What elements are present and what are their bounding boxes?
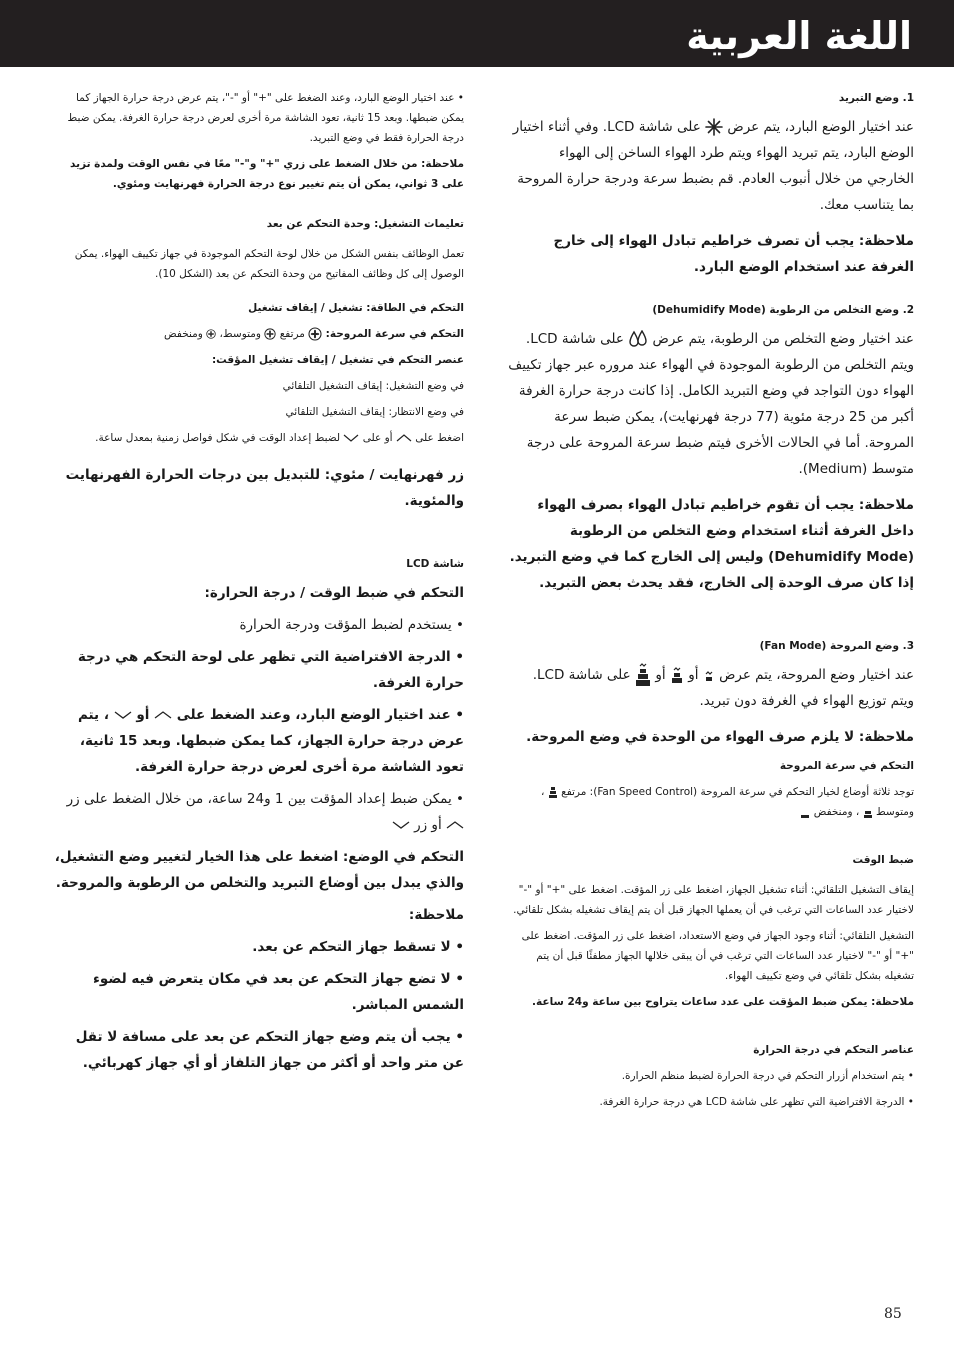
lcd-bullet-1: • يستخدم لضبط المؤقت ودرجة الحرارة	[239, 617, 464, 633]
timer-on-state: في وضع التشغيل: إيقاف التشغيل التلقائي	[282, 380, 464, 392]
cool-mode-body	[508, 114, 914, 218]
page-number: 85	[884, 1306, 902, 1322]
remote-control-heading: تعليمات التشغيل: وحدة التحكم عن بعد	[266, 218, 464, 230]
fan-mode-or-1: أو	[688, 667, 699, 683]
fan-mode-or-2: أو	[655, 667, 666, 683]
timer-note: ملاحظة: يمكن ضبط المؤقت على عدد ساعات يتراوح بين ساعة و24 ساعة.	[532, 996, 914, 1008]
timer-auto-on: التشغيل التلقائي: أثناء وجود الجهاز في وضع الاستعداد، اضغط على زر المؤقت. اضغط على "+" أو "-" لاختيار عدد الساعات التي ترغب في أن يبقى خلالها الجهاز مطفئًا قبل أن يتم تشغيله بشكل تلقائي في وضع تكييف الهواء.	[521, 930, 914, 982]
chevron-down-icon	[343, 433, 359, 443]
fan-speed-body-3: ، ومنخفض	[813, 806, 860, 818]
lcd-bullet-3-b: أو	[136, 707, 150, 723]
fan-speed-body-2: ، ومتوسط	[541, 786, 914, 818]
dehumidify-mode-body-1: عند اختيار وضع التخلص من الرطوبة، يتم عرض	[652, 331, 914, 347]
fan-speed-medium: ومتوسط،	[219, 328, 261, 340]
lcd-bullet-4	[50, 786, 464, 838]
note-3: • يجب أن يتم وضع جهاز التحكم عن بعد على مسافة لا تقل عن متر واحد أو أكثر من جهاز التلفاز أو أي جهاز كهربائي.	[75, 1029, 464, 1071]
temperature-bullet-1: • يتم استخدام أزرار التحكم في درجة الحرارة لضبط منظم الحرارة.	[621, 1070, 914, 1082]
cool-select-bullet: • عند اختيار الوضع البارد، وعند الضغط على "+" أو "-"، يتم عرض درجة حرارة الجهاز كما يمكن ضبطها. وبعد 15 ثانية، تعود الشاشة مرة أخرى لعرض درجة حرارة الغرفة. يمكن ضبط درجة الحرارة فقط في وضع التبريد.	[67, 92, 464, 144]
temperature-bullet-2: • الدرجة الافتراضية التي تظهر على شاشة LCD هي درجة حرارة الغرفة.	[599, 1096, 914, 1108]
timer-element: عنصر التحكم في تشغيل / إيقاف تشغيل المؤقت:	[211, 354, 464, 366]
note-1: • لا تسقط جهاز التحكم عن بعد.	[252, 939, 464, 955]
lcd-time-temp: التحكم في ضبط الوقت / درجة الحرارة:	[204, 585, 464, 601]
fan-icon	[308, 327, 322, 341]
fan-high-icon	[548, 785, 558, 799]
right-column	[508, 88, 914, 1112]
lcd-bullet-4-a: • يمكن ضبط إعداد المؤقت بين 1 و24 ساعة، من خلال الضغط على زر	[66, 791, 464, 807]
lcd-bullet-3-c: ، يتم عرض درجة حرارة الجهاز، كما يمكن ضبطها. وبعد 15 ثانية، تعود الشاشة مرة أخرى لعرض درجة حرارة الغرفة.	[77, 707, 464, 775]
fan-low-icon	[800, 805, 810, 819]
dehumidify-mode-body	[508, 326, 914, 482]
dehumidify-mode-heading: 2. وضع التخلص من الرطوبة (Dehumidify Mode)	[652, 304, 914, 316]
fan-speed-high: مرتفع	[279, 328, 305, 340]
fan-low-icon	[703, 668, 715, 682]
lcd-heading: شاشة LCD	[406, 558, 464, 570]
chevron-up-icon	[154, 710, 172, 720]
fahrenheit-celsius-button: زر فهرنهايت / مئوي: للتبديل بين درجات الحرارة الفهرنهايت والمئوية.	[65, 467, 464, 509]
cool-mode-body-2: على شاشة LCD. وفي أثناء اختيار الوضع البارد، يتم تبريد الهواء ويتم طرد الهواء الساخن إلى الهواء الخارجي من خلال أنبوب العادم. قم بضبط سرعة ودرجة حرارة المروحة بما يتناسب معك.	[512, 119, 914, 213]
timer-heading: ضبط الوقت	[852, 854, 914, 866]
timer-auto-off: إيقاف التشغيل التلقائي: أثناء تشغيل الجهاز، اضغط على زر المؤقت. اضغط على "+" أو "-" لاختيار عدد الساعات التي ترغب في أن يعملها الجهاز قبل أن يتم إيقاف تشغيله بشكل تلقائي.	[513, 884, 914, 916]
timer-press-1: اضغط على	[415, 432, 464, 444]
temperature-controls-heading: عناصر التحكم في درجة الحرارة	[753, 1044, 914, 1056]
notes-heading: ملاحظة:	[408, 907, 464, 923]
water-drop-icon	[628, 330, 648, 348]
remote-control-body: تعمل الوظائف بنفس الشكل من خلال لوحة التحكم الموجودة في جهاز تكييف الهواء. يمكن الوصول إلى كل وظائف المفاتيح من وحدة التحكم عن بعد (الشكل 10).	[74, 248, 464, 280]
fan-speed-control-label: التحكم في سرعة المروحة:	[325, 328, 464, 340]
lcd-bullet-3-a: • عند اختيار الوضع البارد، وعند الضغط على	[176, 707, 464, 723]
chevron-up-icon	[396, 433, 412, 443]
fan-icon	[264, 328, 276, 340]
dehumidify-mode-note: ملاحظة: يجب أن تقوم خراطيم تبادل الهواء بصرف الهواء داخل الغرفة أثناء استخدام وضع التخلص من الرطوبة (Dehumidify Mode) وليس إلى الخارج كما في وضع التبريد. إذا كان صرف الوحدة إلى الخارج، فقد يحدث بعض التبريد.	[509, 497, 914, 591]
chevron-up-icon	[446, 820, 464, 830]
mode-control: التحكم في الوضع: اضغط على هذا الخيار لتغيير وضع التشغيل، والذي يبدل بين أوضاع التبريد والتخلص من الرطوبة والمروحة.	[54, 849, 464, 891]
fan-mode-body-1: عند اختيار وضع المروحة، يتم عرض	[719, 667, 914, 683]
power-control: التحكم في الطاقة: تشغيل / إيقاف تشغيل	[248, 302, 464, 314]
fan-mode-heading: 3. وضع المروحة (Fan Mode)	[759, 640, 914, 652]
left-column	[50, 88, 464, 1076]
fan-speed-control	[50, 324, 464, 344]
cool-mode-heading: 1. وضع التبريد	[838, 92, 914, 104]
fan-high-icon	[635, 663, 651, 687]
fan-medium-icon	[670, 666, 684, 684]
timer-press	[50, 428, 464, 448]
fan-mode-note: ملاحظة: لا يلزم صرف الهواء من الوحدة في وضع المروحة.	[526, 729, 914, 745]
lcd-bullet-2: • الدرجة الافتراضية التي تظهر على لوحة التحكم هي درجة حرارة الغرفة.	[77, 649, 464, 691]
snowflake-icon	[705, 118, 723, 136]
fan-speed-low: ومنخفض	[164, 328, 203, 340]
dehumidify-mode-body-2: على شاشة LCD. ويتم التخلص من الرطوبة الموجودة في الهواء عند مروره عبر جهاز تكييف الهواء دون التواجد في وضع التبريد الكامل. إذا كانت درجة حرارة الغرفة أكبر من 25 درجة مئوية (77 درجة فهرنهايت)، يمكن ضبط سرعة المروحة. أما في الحالات الأخرى فيتم ضبط سرعة المروحة على درجة متوسط (Medium).	[508, 331, 914, 477]
fan-medium-icon	[863, 805, 873, 819]
chevron-down-icon	[114, 710, 132, 720]
fan-icon	[206, 329, 216, 339]
cool-mode-note: ملاحظة: يجب أن تصرف خراطيم تبادل الهواء إلى خارج الغرفة عند استخدام الوضع البارد.	[553, 233, 914, 275]
fan-speed-body-1: توجد ثلاثة أوضاع لخيار التحكم في سرعة المروحة (Fan Speed Control): مرتفع	[561, 786, 914, 798]
fan-speed-heading: التحكم في سرعة المروحة	[779, 760, 914, 772]
cool-mode-body-1: عند اختيار الوضع البارد، يتم عرض	[727, 119, 914, 135]
note-2: • لا تضع جهاز التحكم عن بعد في مكان يتعرض فيه لضوء الشمس المباشر.	[92, 971, 464, 1013]
fan-mode-body-2: على شاشة LCD. ويتم توزيع الهواء في الغرفة دون تبريد.	[532, 667, 914, 709]
lcd-bullet-4-b: أو زر	[414, 817, 442, 833]
header-bar	[0, 0, 954, 67]
chevron-down-icon	[392, 820, 410, 830]
timer-press-3: لضبط إعداد الوقت في شكل فواصل زمنية بمعدل ساعة.	[95, 432, 341, 444]
page-title: اللغة العربية	[686, 14, 912, 58]
fahrenheit-celsius-note: ملاحظة: من خلال الضغط على زري "+" و"-" معًا في نفس الوقت ولمدة تزيد على 3 ثواني، يمكن أن يتم تغيير نوع درجة الحرارة فهرنهايت ومئوي.	[70, 158, 464, 190]
fan-speed-body	[508, 782, 914, 822]
lcd-bullet-3	[50, 702, 464, 780]
timer-press-2: أو على	[362, 432, 393, 444]
fan-mode-body	[508, 662, 914, 714]
timer-standby-state: في وضع الانتظار: إيقاف التشغيل التلقائي	[285, 406, 464, 418]
